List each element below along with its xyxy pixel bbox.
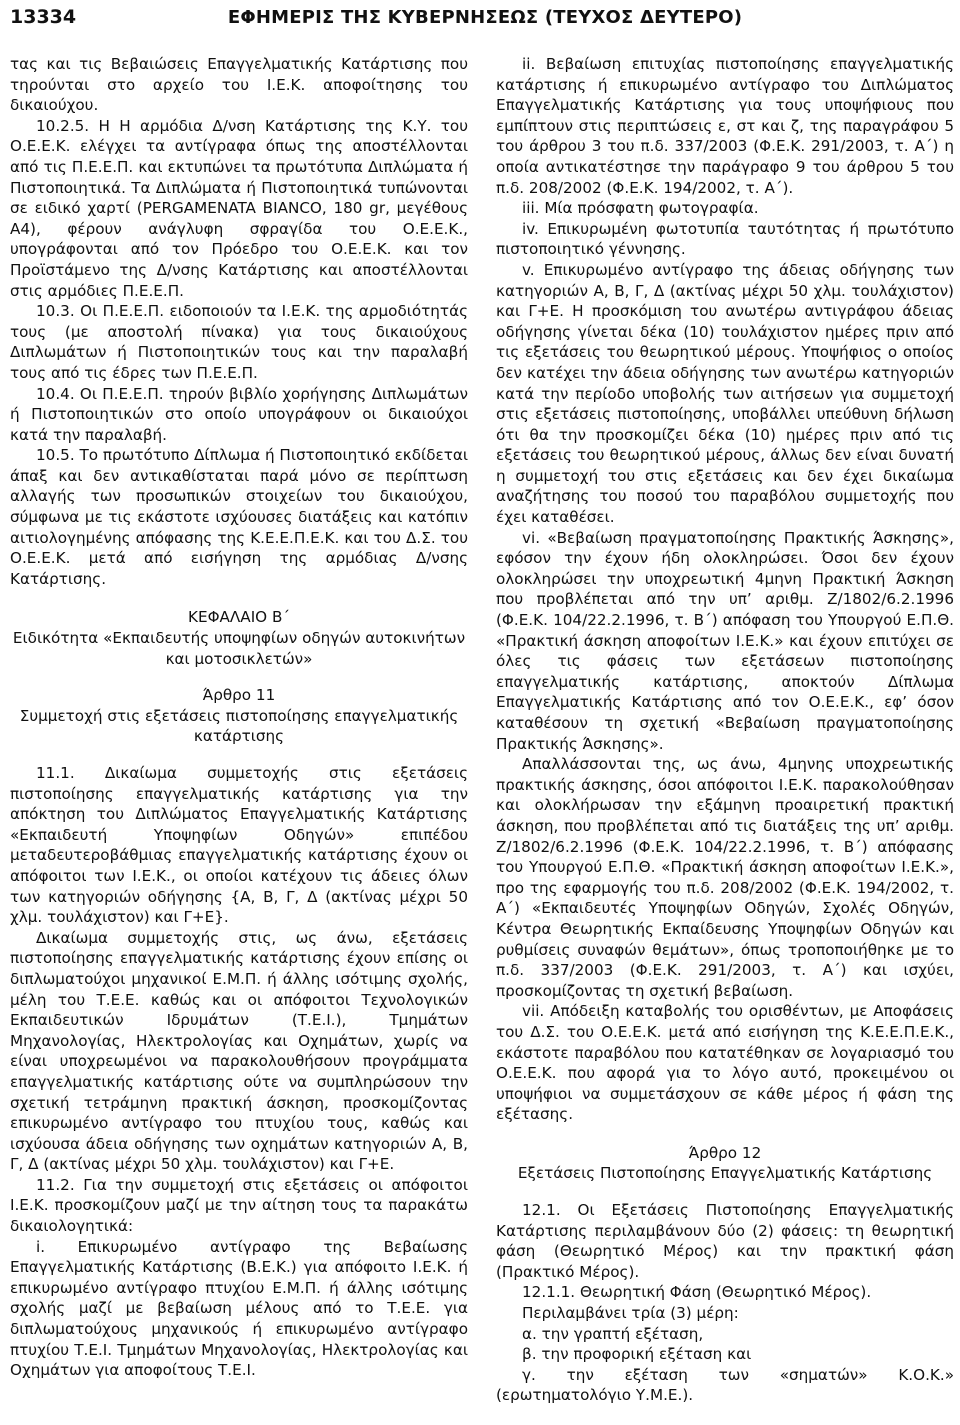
paragraph: 10.5. Το πρωτότυπο Δίπλωμα ή Πιστοποιητικό εκδίδεται άπαξ και δεν αντικαθίσταται παρά μόνο σε περίπτωση αλλαγής των προσωπικών στοιχείων του δικαιούχου, σύμφωνα με τις εκάστοτε ισχύουσες διατάξεις και κατόπιν αιτιολογημένης απόφασης της Κ.Ε.Ε.Π.Ε.Κ. και του Δ.Σ. του Ο.Ε.Ε.Κ. μετά από εισήγηση της αρμόδιας Δ/νσης Κατάρτισης.	[10, 446, 468, 588]
paragraph: 12.1.1. Θεωρητική Φάση (Θεωρητικό Μέρος).	[522, 1283, 872, 1302]
paragraph: Δικαίωμα συμμετοχής στις, ως άνω, εξετάσεις πιστοποίησης επαγγελματικής κατάρτισης έχουν επίσης οι διπλωματούχοι μηχανικοί Ε.Μ.Π. ή άλλης ισότιμης σχολής, μέλη του Τ.Ε.Ε. καθώς και οι απόφοιτοι Τεχνολογικών Εκπαιδευτικών Ιδρυμάτων (Τ.Ε.Ι.), Τμημάτων Μηχανολογίας, Ηλεκτρολογίας και Οχημάτων, χωρίς να είναι υποχρεωμένοι να παρακολουθήσουν προγράμματα επαγγελματικής κατάρτισης ούτε να συμπληρώσουν την σχετική τετράμηνη πρακτική άσκηση, προσκομίζοντας επικυρωμένο αντίγραφο του πτυχίου τους, καθώς και ισχύουσα άδεια οδήγησης των οχημάτων κατηγοριών Α, Β, Γ, Δ (ακτίνας μέχρι 50 χλμ. τουλάχιστον) και Γ+Ε.	[10, 928, 468, 1174]
gazette-title: ΕΦΗΜΕΡΙΣ ΤΗΣ ΚΥΒΕΡΝΗΣΕΩΣ (ΤΕΥΧΟΣ ΔΕΥΤΕΡΟ)	[227, 6, 743, 28]
article-heading: Άρθρο 11	[202, 686, 276, 705]
chapter-heading: ΚΕΦΑΛΑΙΟ Β΄	[188, 608, 290, 627]
paragraph: 12.1. Οι Εξετάσεις Πιστοποίησης Επαγγελματικής Κατάρτισης περιλαμβάνουν δύο (2) φάσεις: τη θεωρητική φάση (Θεωρητικό Μέρος) και την πρακτική φάση (Πρακτικό Μέρος).	[496, 1201, 954, 1281]
paragraph: 10.4. Οι Π.Ε.Ε.Π. τηρούν βιβλίο χορήγησης Διπλωμάτων ή Πιστοποιητικών στο οποίο υπογράφουν οι δικαιούχοι κατά την παραλαβή.	[10, 384, 468, 444]
paragraph: ii. Βεβαίωση επιτυχίας πιστοποίησης επαγγελματικής κατάρτισης ή επικυρωμένο αντίγραφο του Διπλώματος Επαγγελματικής Κατάρτισης για τους υποψήφιους που εμπίπτουν στις περιπτώσεις ε, στ και ζ, της παραγράφου 5 του άρθρου 3 του π.δ. 337/2003 (Φ.Ε.Κ. 291/2003, τ. Α΄) η οποία αντικατέστησε την παράγραφο 9 του άρθρου 5 του π.δ. 208/2002 (Φ.Ε.Κ. 194/2002, τ. Α΄).	[496, 55, 954, 197]
right-column	[496, 54, 954, 1406]
paragraph: iii. Μία πρόσφατη φωτογραφία.	[522, 199, 759, 218]
article-heading: Άρθρο 12	[688, 1143, 762, 1162]
chapter-title: Ειδικότητα «Εκπαιδευτής υποψηφίων οδηγών αυτοκινήτων και μοτοσικλετών»	[12, 629, 466, 668]
paragraph: Περιλαμβάνει τρία (3) μέρη:	[522, 1304, 739, 1323]
paragraph: i. Επικυρωμένο αντίγραφο της Βεβαίωσης Επαγγελματικής Κατάρτισης (Β.Ε.Κ.) για απόφοιτο Ι.Ε.Κ. ή επικυρωμένο αντίγραφο πτυχίου Ε.Μ.Π. ή άλλης ισότιμης σχολής μαζί με βεβαίωση μέλους από το Τ.Ε.Ε. για διπλωματούχους μηχανικούς ή επικυρωμένο αντίγραφο πτυχίου Τ.Ε.Ι. Τμημάτων Μηχανολογίας, Ηλεκτρολογίας και Οχημάτων για αποφοίτους Τ.Ε.Ι.	[10, 1237, 468, 1380]
list-item: α. την γραπτή εξέταση,	[522, 1324, 704, 1343]
paragraph: 10.3. Οι Π.Ε.Ε.Π. ειδοποιούν τα Ι.Ε.Κ. της αρμοδιότητάς τους (με αποστολή πίνακα) για τους δικαιούχους Διπλωμάτων ή Πιστοποιητικών τους και την παραλαβή τους από τις έδρες των Π.Ε.Ε.Π.	[10, 302, 468, 382]
page-header	[10, 4, 950, 30]
paragraph: 11.1. Δικαίωμα συμμετοχής στις εξετάσεις πιστοποίησης επαγγελματικής κατάρτισης για την απόκτηση του Διπλώματος Επαγγελματικής Κατάρτισης «Εκπαιδευτή Υποψηφίων Οδηγών» επιπέδου μεταδευτεροβάθμιας επαγγελματικής κατάρτισης έχουν οι απόφοιτοι των Ι.Ε.Κ., οι οποίοι κατέχουν τις άδειες όλων των κατηγοριών οδήγησης {Α, Β, Γ, Δ (ακτίνας μέχρι 50 χλμ. τουλάχιστον) και Γ+Ε}.	[10, 764, 468, 927]
article-title: Συμμετοχή στις εξετάσεις πιστοποίησης επαγγελματικής κατάρτισης	[19, 706, 459, 746]
paragraph: 10.2.5. Η Η αρμόδια Δ/νση Κατάρτισης της Κ.Υ. του Ο.Ε.Ε.Κ. ελέγχει τα αντίγραφα όπως της αποστέλλονται από τις Π.Ε.Ε.Π. και εκτυπώνει τα πρωτότυπα Διπλώματα ή Πιστοποιητικά. Τα Διπλώματα ή Πιστοποιητικά τυπώνονται σε ειδικό χαρτί (PERGAMENATA BIANCO, 180 gr, μεγέθους Α4), φέρουν ανάγλυφη σφραγίδα του Ο.Ε.Ε.Κ., υπογράφονται από τον Πρόεδρο του Ο.Ε.Ε.Κ. και τον Προϊστάμενο της Δ/νσης Κατάρτισης και αποστέλλονται στις αρμόδιες Π.Ε.Ε.Π.	[10, 116, 468, 300]
list-item: γ. την εξέταση των «σηματών» Κ.Ο.Κ.» (ερωτηματολόγιο Υ.Μ.Ε.).	[496, 1365, 954, 1405]
left-column	[10, 54, 468, 1381]
paragraph: vi. «Βεβαίωση πραγματοποίησης Πρακτικής Άσκησης», εφόσον την έχουν ήδη ολοκληρώσει. Όσοι δεν έχουν ολοκληρώσει την υποχρεωτική 4μηνη Πρακτική Άσκηση που προβλέπεται από την υπ’ αριθμ. Ζ/1802/6.2.1996 (Φ.Ε.Κ. 104/22.2.1996, τ. Β΄) απόφαση του Υπουργού Ε.Π.Θ. «Πρακτική άσκηση αποφοίτων Ι.Ε.Κ.» και έχουν επιτύχει σε όλες τις φάσεις των εξετάσεων πιστοποίησης επαγγελματικής κατάρτισης, αποκτούν Δίπλωμα Επαγγελματικής Κατάρτισης από τον Ο.Ε.Ε.Κ., εφ’ όσον καταθέσουν τη σχετική «Βεβαίωση πραγματοποίησης Πρακτικής Άσκησης».	[496, 528, 954, 753]
paragraph: 11.2. Για την συμμετοχή στις εξετάσεις οι απόφοιτοι Ι.Ε.Κ. προσκομίζουν μαζί με την αίτηση τους τα παρακάτω δικαιολογητικά:	[10, 1175, 468, 1236]
article-title: Εξετάσεις Πιστοποίησης Επαγγελματικής Κατάρτισης	[517, 1164, 933, 1183]
paragraph: τας και τις Βεβαιώσεις Επαγγελματικής Κατάρτισης που τηρούνται στο αρχείο του Ι.Ε.Κ. αποφοίτησης του δικαιούχου.	[10, 55, 468, 115]
paragraph: iv. Επικυρωμένη φωτοτυπία ταυτότητας ή πρωτότυπο πιστοποιητικό γέννησης.	[496, 219, 954, 259]
page-number: 13334	[10, 6, 77, 28]
list-item: β. την προφορική εξέταση και	[522, 1345, 752, 1364]
paragraph: vii. Απόδειξη καταβολής του ορισθέντων, με Αποφάσεις του Δ.Σ. του Ο.Ε.Ε.Κ. μετά από εισήγηση της Κ.Ε.Ε.Π.Ε.Κ., εκάστοτε παραβόλου που κατατέθηκαν σε λογαριασμό του Ο.Ε.Ε.Κ. που αφορά για το λόγο αυτό, προκειμένου οι υποψήφιοι να συμμετάσχουν σε κάθε μέρος ή φάση της εξέτασης.	[496, 1002, 954, 1124]
paragraph: v. Επικυρωμένο αντίγραφο της άδειας οδήγησης των κατηγοριών Α, Β, Γ, Δ (ακτίνας μέχρι 50 χλμ. τουλάχιστον) και Γ+Ε. Η προσκόμιση του ανωτέρω αντιγράφου άδειας οδήγησης γίνεται δέκα (10) τουλάχιστον ημέρες πριν από τις εξετάσεις του θεωρητικού μέρους. Υποψήφιος ο οποίος δεν κατέχει την άδεια οδήγησης των ανωτέρω κατηγοριών κατά την περίοδο υποβολής των αιτήσεων για συμμετοχή στις εξετάσεις πιστοποίησης, υποβάλλει υπεύθυνη δήλωση ότι θα την προσκομίζει δέκα (10) ημέρες πριν από τις εξετάσεις του θεωρητικού μέρους, άλλως δεν είναι δυνατή η συμμετοχή του στις εξετάσεις και δεν έχει δικαίωμα αναζήτησης του ποσού του παραβόλου συμμετοχής που έχει καταθέσει.	[496, 260, 954, 527]
paragraph: Απαλλάσσονται της, ως άνω, 4μηνης υποχρεωτικής πρακτικής άσκησης, όσοι απόφοιτοι Ι.Ε.Κ. παρακολούθησαν και ολοκλήρωσαν την εξάμηνη προαιρετική πρακτική άσκηση, που προβλέπεται από τις διατάξεις της υπ’ αριθμ. Ζ/1802/6.2.1996 (Φ.Ε.Κ. 104/22.2.1996, τ. Β΄) απόφασης του Υπουργού Ε.Π.Θ. «Πρακτική άσκηση αποφοίτων Ι.Ε.Κ.», προ της εφαρμογής του π.δ. 208/2002 (Φ.Ε.Κ. 194/2002, τ. Α΄) «Εκπαιδευτές Υποψηφίων Οδηγών, Σχολές Οδηγών, Κέντρα Θεωρητικής Εκπαίδευσης Υποψηφίων Οδηγών και ρυθμίσεις συναφών θεμάτων», όπως τροποποιήθηκε με το π.δ. 337/2003 (Φ.Ε.Κ. 291/2003, τ. Α΄) και ισχύει, προσκομίζοντας τη σχετική βεβαίωση.	[496, 755, 954, 1000]
